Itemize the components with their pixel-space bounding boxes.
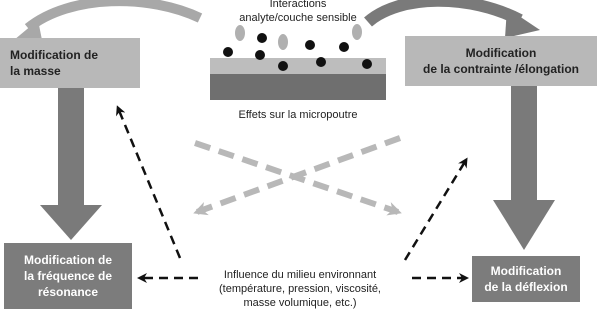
- arrow-right-shaft: [511, 85, 537, 203]
- environment-line2: (température, pression, viscosité,: [218, 283, 381, 295]
- interactions-line2: analyte/couche sensible: [239, 12, 357, 24]
- box-stress-modification: [405, 36, 597, 86]
- interferent-oval: [235, 25, 245, 41]
- box-deflection-line2: de la déflexion: [484, 280, 568, 294]
- box-frequency-modification: [4, 243, 132, 309]
- interactions-caption: [208, 0, 388, 25]
- box-deflection-line1: Modification: [490, 264, 562, 278]
- curved-arrow-right: [368, 1, 520, 22]
- analyte-dot: [223, 47, 233, 57]
- environment-line1: Influence du milieu environnant: [223, 269, 377, 281]
- curved-arrow-right-head: [505, 8, 540, 38]
- box-frequency-line3: résonance: [37, 285, 99, 299]
- micro-effects-caption: Effets sur la micropoutre: [238, 109, 358, 121]
- analyte-dot: [339, 42, 349, 52]
- box-frequency-line2: la fréquence de: [23, 269, 113, 283]
- analyte-dot: [278, 61, 288, 71]
- box-deflection-modification: [472, 256, 580, 302]
- box-mass-line1: Modification de: [10, 48, 98, 62]
- curved-arrow-left: [28, 1, 200, 28]
- analyte-dot: [362, 59, 372, 69]
- arrow-right-head: [493, 200, 555, 250]
- arrow-left-shaft: [58, 88, 84, 208]
- analyte-dot: [305, 40, 315, 50]
- dashed-arrow-to-stress: [405, 160, 466, 260]
- dashed-arrow-to-mass: [118, 108, 180, 258]
- interactions-line1: Interactions: [269, 0, 327, 10]
- box-mass-modification: [0, 38, 140, 88]
- sensitive-layer: [210, 58, 386, 74]
- box-mass-line2: la masse: [10, 64, 61, 78]
- arrow-left-head: [40, 205, 102, 240]
- interferent-oval: [278, 34, 288, 50]
- environment-line3: masse volumique, etc.): [243, 297, 357, 309]
- analyte-dot: [316, 57, 326, 67]
- box-stress-line1: Modification: [465, 46, 537, 60]
- box-frequency-line1: Modification de: [24, 253, 112, 267]
- cantilever-base: [210, 74, 386, 100]
- environment-caption: [190, 268, 410, 310]
- analyte-dot: [255, 50, 265, 60]
- analyte-dot: [257, 33, 267, 43]
- box-stress-line2: de la contrainte /élongation: [422, 62, 580, 76]
- interferent-oval: [352, 24, 362, 40]
